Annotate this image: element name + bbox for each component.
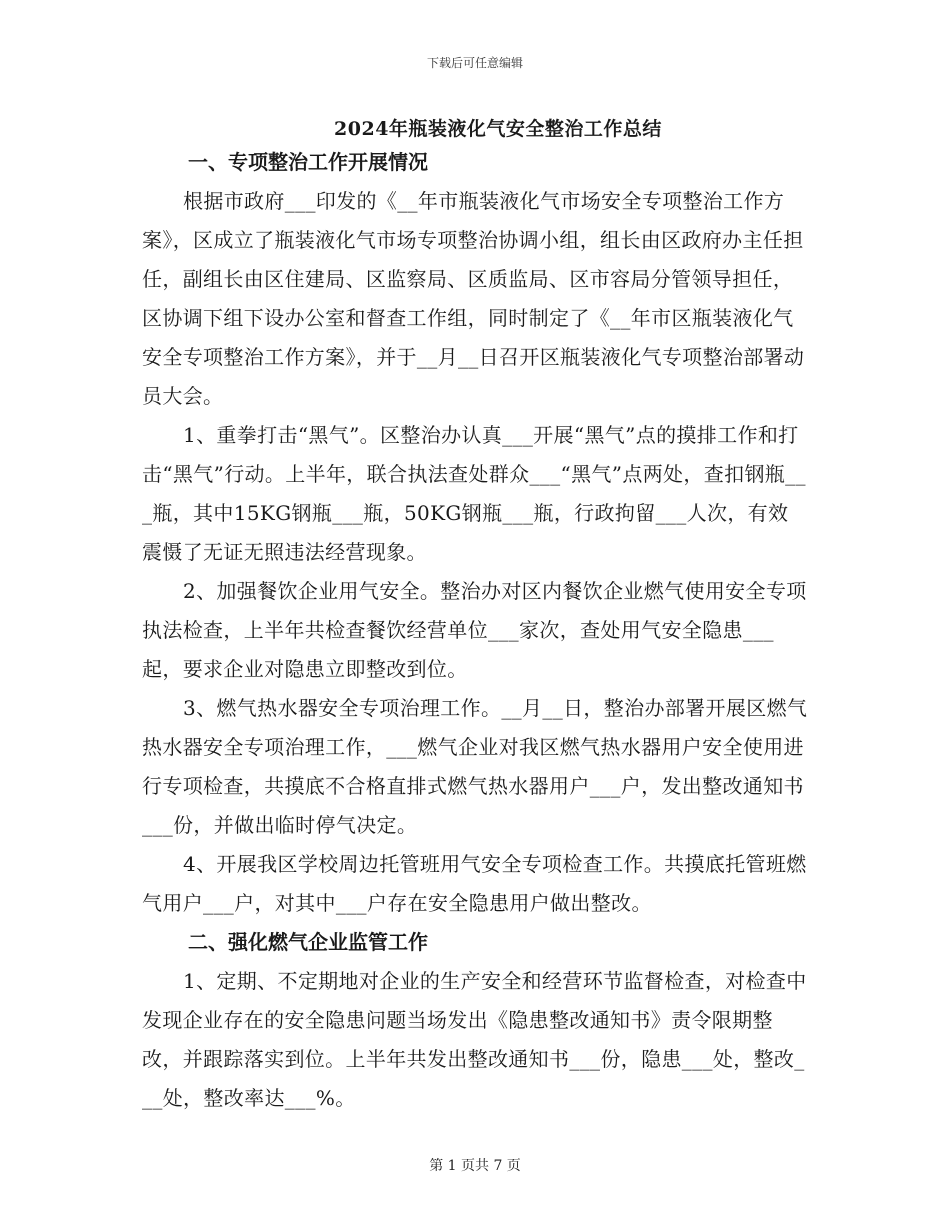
- section-heading-2: 二、强化燃气企业监管工作: [188, 930, 428, 954]
- paragraph-1-3: 2、加强餐饮企业用气安全。整治办对区内餐饮企业燃气使用安全专项执法检查，上半年共检查餐饮经营单位___家次，查处用气安全隐患___起，要求企业对隐患立即整改到位。: [142, 579, 807, 681]
- page-footer: 第 1 页共 7 页: [429, 1158, 521, 1174]
- paragraph-1-5: 4、开展我区学校周边托管班用气安全专项检查工作。共摸底托管班燃气用户___户，对其中___户存在安全隐患用户做出整改。: [142, 852, 807, 915]
- section-heading-1: 一、专项整治工作开展情况: [188, 150, 428, 174]
- document-body: [142, 143, 808, 1118]
- header-note: 下载后可任意编辑: [426, 56, 523, 70]
- paragraph-2-1: 1、定期、不定期地对企业的生产安全和经营环节监督检查，对检查中发现企业存在的安全隐患问题当场发出《隐患整改通知书》责令限期整改，并跟踪落实到位。上半年共发出整改通知书___份，隐患___处，整改___处，整改率达___%。: [142, 969, 807, 1110]
- paragraph-1-4: 3、燃气热水器安全专项治理工作。__月__日，整治办部署开展区燃气热水器安全专项治理工作，___燃气企业对我区燃气热水器用户安全使用进行专项检查，共摸底不合格直排式燃气热水器用户___户，发出整改通知书___份，并做出临时停气决定。: [142, 696, 808, 837]
- paragraph-1-2: 1、重拳打击“黑气”。区整治办认真___开展“黑气”点的摸排工作和打击“黑气”行动。上半年，联合执法查处群众___“黑气”点两处，查扣钢瓶___瓶，其中15KG钢瓶___瓶，50KG钢瓶___瓶，行政拘留___人次，有效震慑了无证无照违法经营现象。: [142, 423, 806, 564]
- paragraph-1-1: 根据市政府___印发的《__年市瓶装液化气市场安全专项整治工作方案》，区成立了瓶装液化气市场专项整治协调小组，组长由区政府办主任担任，副组长由区住建局、区监察局、区质监局、区市容局分管领导担任，区协调下组下设办公室和督查工作组，同时制定了《__年市区瓶装液化气安全专项整治工作方案》，并于__月__日召开区瓶装液化气专项整治部署动员大会。: [142, 189, 805, 408]
- document-title: 2024年瓶装液化气安全整治工作总结: [334, 118, 662, 140]
